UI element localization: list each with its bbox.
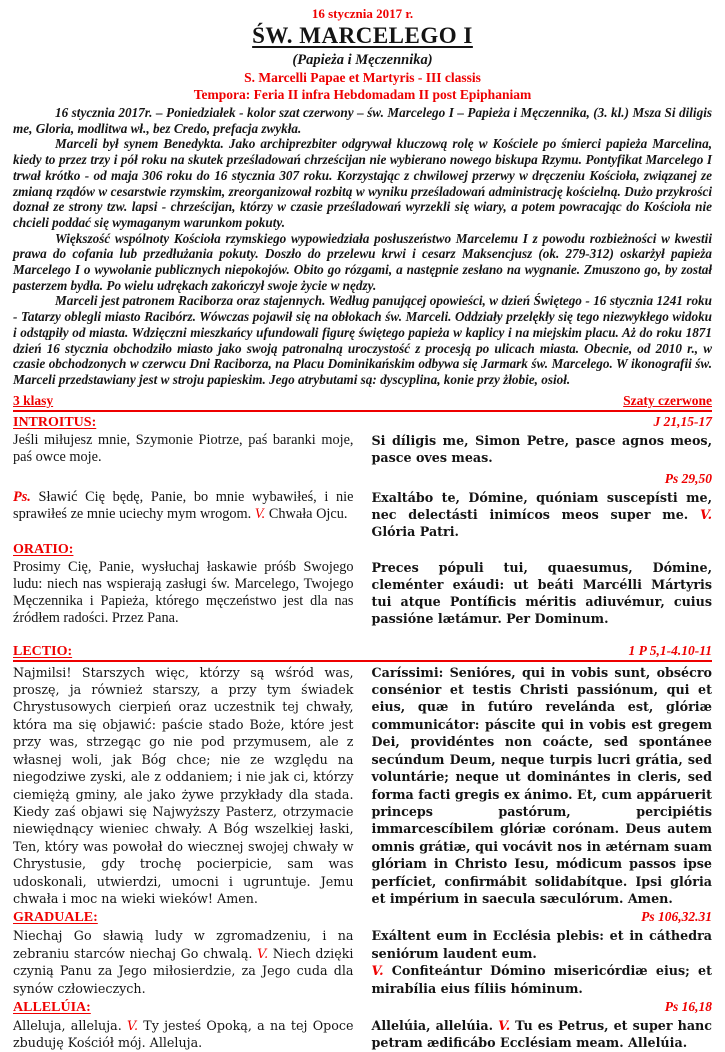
text-run: Sławić Cię będę, Panie, bo mnie wybawiłeś, i nie sprawiłeś ze mnie uciechy mym wrogom.: [13, 488, 354, 522]
latin-title: S. Marcelli Papae et Martyris - III classis: [244, 70, 481, 85]
date-line: 16 stycznia 2017 r.: [311, 6, 414, 21]
versicle-marker: Ps.: [13, 488, 39, 505]
text-run: Alleluja, alleluja.: [13, 1017, 127, 1033]
intro-paragraph: 16 stycznia 2017r. – Poniedziałek - kolor szat czerwony – św. Marcelego I – Papieża i Męczennika, (3. kl.) Msza Si diligis me, Gloria, modlitwa wł., bez Credo, prefacja zwykła.: [13, 105, 712, 136]
text-run: Exaltábo te, Dómine, quóniam suscepísti me, nec delectásti inimícos meos super me.: [371, 489, 712, 522]
section-reference: 1 P 5,1-4.10-11: [628, 642, 712, 658]
rubric-vestment-label: Szaty czerwone: [623, 392, 712, 408]
latin-column: [372, 489, 713, 540]
bilingual-row: [13, 489, 712, 540]
text-run: Preces pópuli tui, quaesumus, Dómine, cleménter exáudi: ut beáti Marcélli Mártyris tui atque Pontíficis méritis adiuvémur, cuius passióne lætámur. Per Dominum.: [371, 559, 712, 626]
versicle-marker: V.: [257, 945, 273, 961]
text-run: Niech dzięki czynią Panu za Jego miłosierdzie, za Jego cuda dla synów człowieczych.: [13, 945, 354, 996]
section-label: ORATIO:: [13, 541, 74, 557]
section-label: ALLELÚIA:: [13, 999, 91, 1015]
text-run: Allelúia, allelúia.: [371, 1017, 499, 1033]
section-label: LECTIO:: [13, 643, 73, 659]
polish-column: [13, 559, 354, 627]
rubric-row: [13, 393, 712, 412]
latin-column: [372, 664, 713, 908]
section-reference: Ps 106,32.31: [641, 909, 712, 925]
section-graduale: [13, 909, 712, 997]
intro-paragraph: Marceli był synem Benedykta. Jako archiprezbiter odgrywał kluczową rolę w Kościele po śmierci papieża Marcelina, kiedy to przez trzy i pół roku na skutek prześladowań chrześcijan nie wybierano nowego biskupa Rzymu. Pontyfikat Marcelego I trwał krótko - od maja 306 roku do 16 stycznia 307 roku. Korzystając z chwilowej przerwy w dręczeniu Kościoła, związanej ze zmianą rządów w cesarstwie rzymskim, zreorganizował rozbitą w wyniku prześladowań administrację kościelną. Dużo przykrości doznał ze strony tzw. lapsi - chrześcijan, którzy w czasie prześladowań wyrzekli się wiary, a potem powracając do Kościoła nie chcieli poddać się wymaganym warunkom pokuty.: [13, 136, 712, 230]
versicle-marker: V.: [699, 506, 712, 522]
bilingual-row: [13, 432, 712, 466]
text-run: Niechaj Go sławią ludy w zgromadzeniu, i na zebraniu starców niechaj Go chwalą.: [13, 928, 354, 961]
section-reference: J 21,15-17: [653, 413, 712, 429]
section-reference: Ps 29,50: [664, 470, 712, 486]
section-header: [13, 414, 712, 431]
text-run: Si díligis me, Simon Petre, pasce agnos meos, pasce oves meas.: [371, 432, 712, 465]
bilingual-row: [13, 1017, 712, 1052]
latin-column: [372, 1017, 713, 1052]
page-title: [13, 23, 712, 49]
versicle-marker: V.: [127, 1017, 144, 1033]
mass-propers: [13, 414, 712, 1052]
polish-column: [13, 432, 354, 466]
text-run: Najmilsi! Starszych więc, którzy są wśród was, proszę, ja również starszy, a przy tym świadek Chrystusowych cierpień oraz uczestnik tej chwały, która ma się objawić: paście stado Boże, które jest przy was, strzegąc go nie pod przymusem, ale z własnej woli, jak Bóg chce; nie ze względu na niegodziwe zyski, ale z oddaniem; i nie jak ci, którzy ciemiężą gminy, ale jako żywe przykłady dla stada. Kiedy zaś objawi się Najwyższy Pasterz, otrzymacie niewiędnący wieniec chwały. A Bóg wszelkiej łaski, Ten, który was powołał do wiecznej swojej chwały w Chrystusie, gdy trochę pocierpicie, sam was udoskonali, utwierdzi, umocni i ugruntuje. Jemu chwała i moc na wieki wieków! Amen.: [13, 664, 354, 906]
latin-column: [372, 432, 713, 466]
section-label: INTROITUS:: [13, 414, 97, 430]
versicle-marker: V.: [371, 963, 392, 979]
text-run: Ty jesteś Opoką, a na tej Opoce zbuduję Kościół mój. Alleluja.: [13, 1017, 354, 1051]
rubric-class-label: 3 klasy: [13, 392, 54, 408]
bilingual-row: [13, 927, 712, 997]
intro-paragraphs: [13, 105, 712, 388]
section-header: [13, 999, 712, 1016]
bilingual-row: [13, 559, 712, 627]
section-header: [13, 542, 712, 558]
page-title-text: ŚW. MARCELEGO I: [252, 23, 473, 48]
polish-column: [13, 489, 354, 540]
page-subtitle: (Papieża i Męczennika): [292, 52, 433, 68]
section-reference: Ps 16,18: [664, 998, 712, 1014]
text-run: Chwała Ojcu.: [268, 505, 348, 522]
text-run: Confiteántur Dómino misericórdiæ eius; et mirabília eius fíliis hóminum.: [371, 963, 712, 996]
tempora-line: Tempora: Feria II infra Hebdomadam II post Epiphaniam: [193, 87, 532, 102]
text-run: Prosimy Cię, Panie, wysłuchaj łaskawie próśb Swojego ludu: niech nas wspierają zasługi św. Marcelego, Twojego Męczennika i Papieża, którego męczeństwo jest dla nas źródłem radości. Przez Pana.: [13, 558, 354, 626]
versicle-marker: V.: [254, 505, 269, 522]
latin-column: [372, 927, 713, 997]
polish-column: [13, 1017, 354, 1052]
section-label: GRADUALE:: [13, 910, 98, 926]
text-run: Glória Patri.: [371, 523, 459, 539]
section-alleluia: [13, 999, 712, 1052]
section-header: [13, 909, 712, 926]
intro-paragraph: Marceli jest patronem Raciborza oraz stajennych. Według panującej opowieści, w dzień Świętego - 16 stycznia 1241 roku - Tatarzy oblegli miasto Racibórz. Wówczas pojawił się na obłokach św. Marceli. Oddziały przelękły się tego niezwykłego widoku i odstąpiły od miasta. Wdzięczni mieszkańcy ufundowali figurę świętego papieża w kaplicy i na miejskim placu. Aż do roku 1871 dzień 16 stycznia obchodziło miasto jako swoją patronalną uroczystość z procesją po ulicach miasta. Obecnie, od 2010 r., w czasie obchodzonych w czerwcu Dni Raciborza, na Placu Dominikańskim odbywa się Jarmark św. Marcelego. W ikonografii św. Marceli przedstawiany jest w stroju papieskim. Jego atrybutami są: dyscyplina, konie przy żłobie, osioł.: [13, 293, 712, 387]
latin-column: [372, 559, 713, 627]
section-oratio: [13, 542, 712, 627]
text-run: Caríssimi: Senióres, qui in vobis sunt, obsécro consénior et testis Christi passiónum, qui et eius, quæ in futúro revelánda est, glóriæ communicátor: páscite qui in vobis est gregem Dei, providéntes non coácte, sed spontánee secúndum Deum, neque turpis lucri grátia, sed voluntárie; neque ut dominántes in cleris, sed forma facti gregis ex ánimo. Et, cum appáruerit princeps pastórum, percipiétis immarcescíbilem glóriæ corónam. Deus autem omnis grátiæ, qui vocávit nos in ætérnam suam glóriam in Christo Iesu, módicum passos ipse perfíciet, confirmábit solidabítque. Ipsi glória et impérium in saecula sæculórum. Amen.: [371, 664, 712, 906]
psalm-reference-row: [13, 470, 712, 488]
polish-column: [13, 927, 354, 997]
bilingual-row: [13, 664, 712, 908]
section-header: [13, 643, 712, 662]
text-run: Exáltent eum in Ecclésia plebis: et in cáthedra seniórum laudent eum.: [371, 928, 712, 961]
text-run: Jeśli miłujesz mnie, Szymonie Piotrze, paś baranki moje, paś owce moje.: [13, 431, 354, 465]
intro-paragraph: Większość wspólnoty Kościoła rzymskiego wypowiedziała posłuszeństwo Marcelemu I z powodu rozbieżności w kwestii prawa do cofania lub przedłużania pokuty. Doszło do przelewu krwi i cesarz Maksencjusz (ok. 279-312) oskarżył papieża Marcelego I o wywołanie publicznych niepokojów. Obito go rózgami, a następnie zesłano na wygnanie. Zmuszono go, by został pasterzem bydła. Po wielu udrękach zakończył swoje życie w nędzy.: [13, 230, 712, 293]
section-introitus: [13, 414, 712, 540]
polish-column: [13, 664, 354, 908]
section-lectio: [13, 643, 712, 908]
text-run: Tu es Petrus, et super hanc petram ædificábo Ecclésiam meam. Allelúia.: [371, 1017, 713, 1051]
versicle-marker: V.: [498, 1017, 516, 1033]
